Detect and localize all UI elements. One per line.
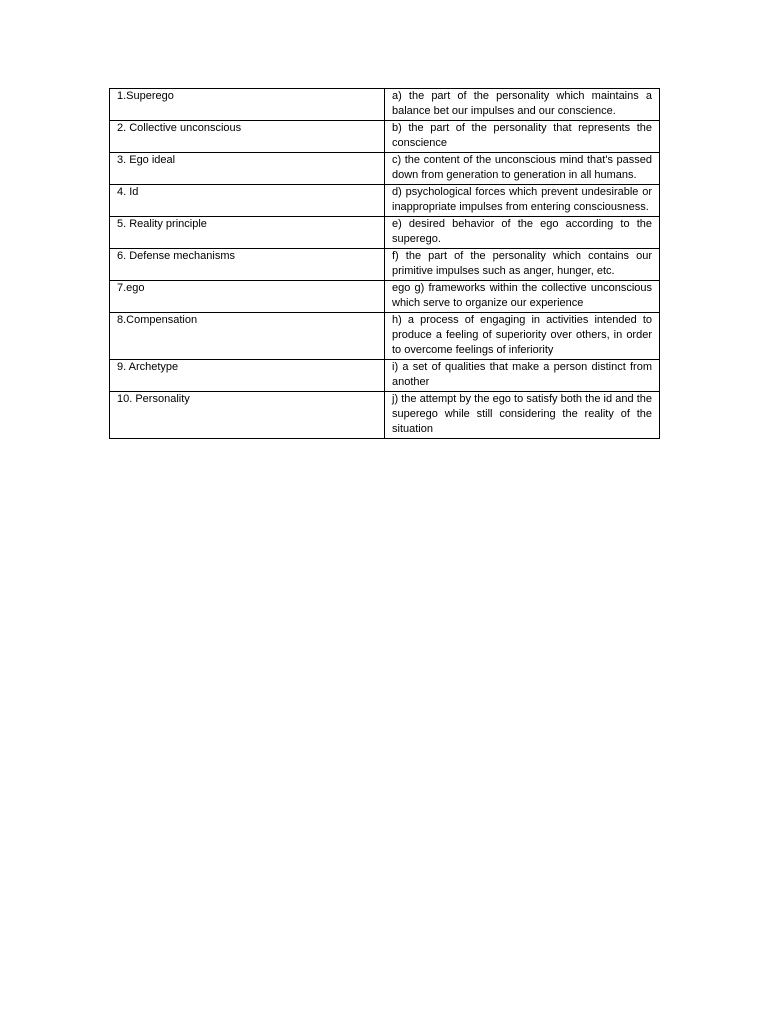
table-row [110, 392, 660, 439]
term-cell: 10. Personality [110, 392, 385, 439]
table-row [110, 281, 660, 313]
table-row [110, 360, 660, 392]
term-cell: 6. Defense mechanisms [110, 249, 385, 281]
table-row [110, 249, 660, 281]
definition-cell: f) the part of the personality which contains our primitive impulses such as anger, hunger, etc. [385, 249, 660, 281]
term-cell: 5. Reality principle [110, 217, 385, 249]
table-row [110, 217, 660, 249]
term-cell: 1.Superego [110, 89, 385, 121]
term-cell: 8.Compensation [110, 313, 385, 360]
term-cell: 9. Archetype [110, 360, 385, 392]
definition-cell: a) the part of the personality which maintains a balance bet our impulses and our conscience. [385, 89, 660, 121]
table-row [110, 121, 660, 153]
matching-table [109, 88, 660, 439]
table-row [110, 185, 660, 217]
term-cell: 7.ego [110, 281, 385, 313]
table-row [110, 89, 660, 121]
definition-cell: h) a process of engaging in activities intended to produce a feeling of superiority over others, in order to overcome feelings of inferiority [385, 313, 660, 360]
definition-cell: ego g) frameworks within the collective unconscious which serve to organize our experience [385, 281, 660, 313]
table-row [110, 313, 660, 360]
definition-cell: b) the part of the personality that represents the conscience [385, 121, 660, 153]
term-cell: 4. Id [110, 185, 385, 217]
definition-cell: d) psychological forces which prevent undesirable or inappropriate impulses from entering consciousness. [385, 185, 660, 217]
table-row [110, 153, 660, 185]
definition-cell: j) the attempt by the ego to satisfy both the id and the superego while still considering the reality of the situation [385, 392, 660, 439]
term-cell: 2. Collective unconscious [110, 121, 385, 153]
definition-cell: c) the content of the unconscious mind that's passed down from generation to generation in all humans. [385, 153, 660, 185]
term-cell: 3. Ego ideal [110, 153, 385, 185]
definition-cell: e) desired behavior of the ego according to the superego. [385, 217, 660, 249]
definition-cell: i) a set of qualities that make a person distinct from another [385, 360, 660, 392]
